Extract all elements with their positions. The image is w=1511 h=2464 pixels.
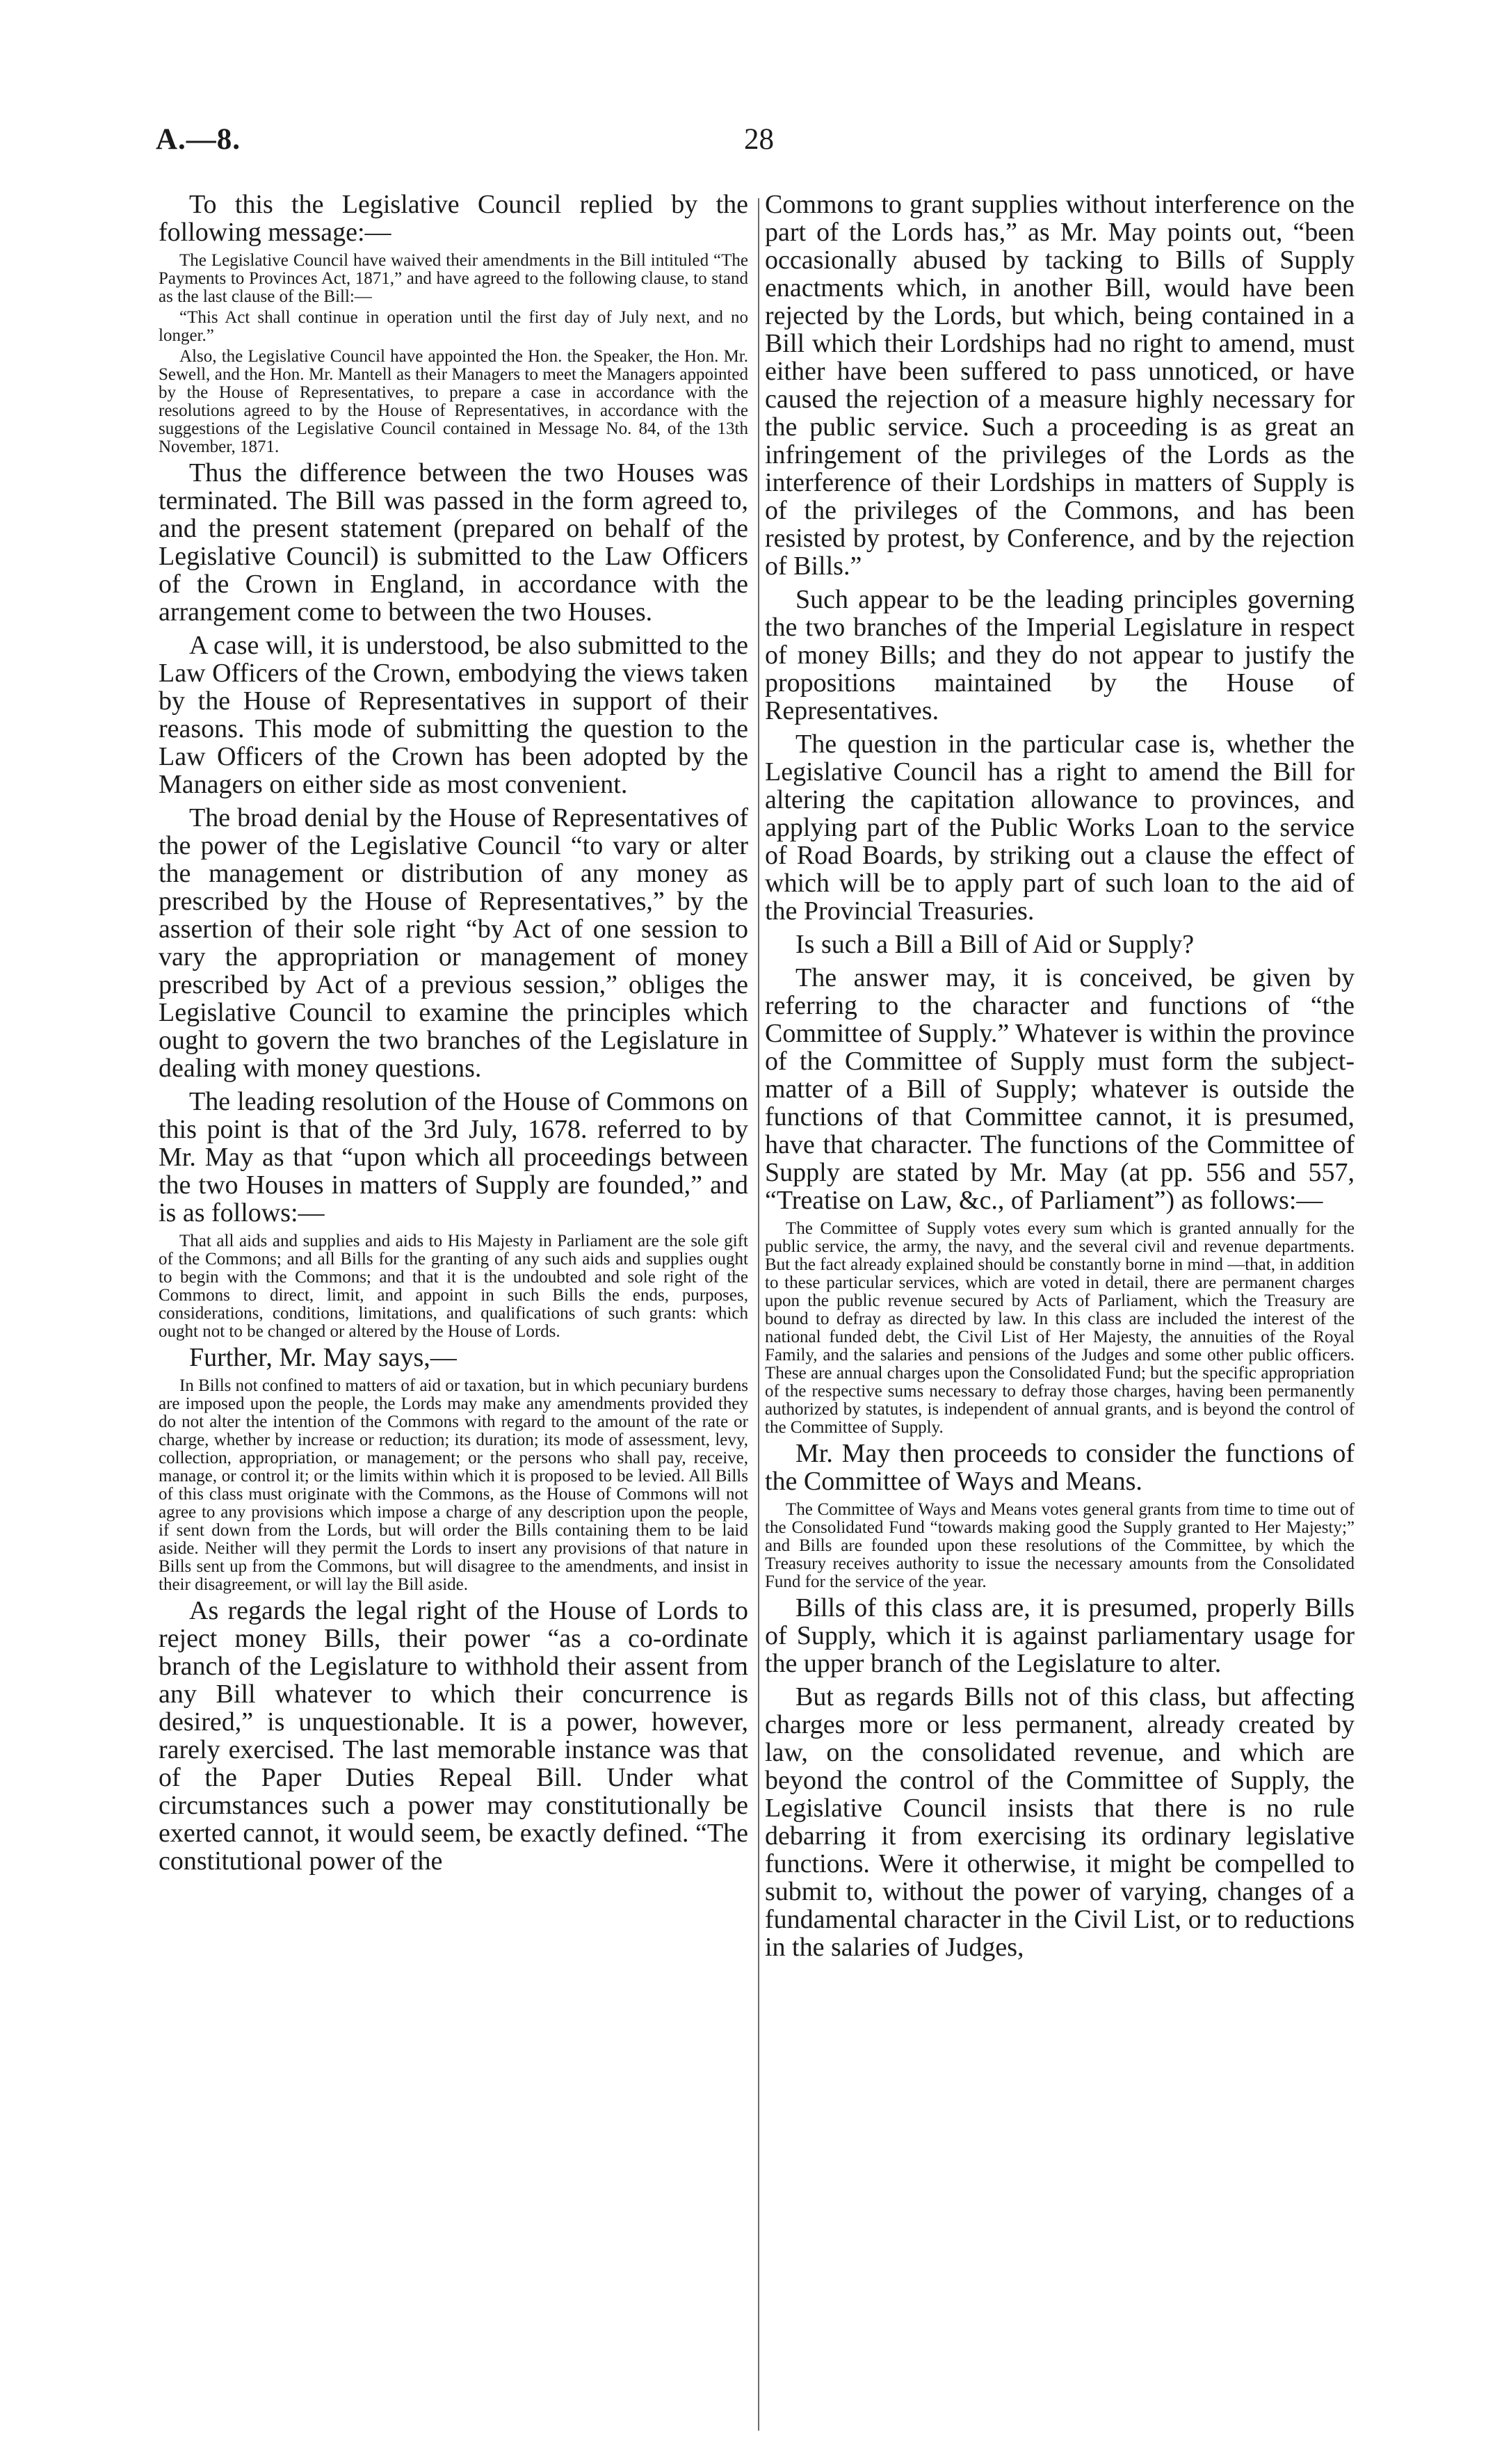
paragraph: Is such a Bill a Bill of Aid or Supply? (795, 930, 1195, 959)
paragraph: The question in the particular case is, whether the Legislative Council has a right to amend the Bill for altering the capitation allowance to provinces, and applying part of the Public Works Loan to the service of Road Boards, by striking out a clause the effect of which will be to apply part of such loan to the aid of the Provincial Treasuries. (765, 730, 1355, 926)
paragraph: A case will, it is understood, be also submitted to the Law Officers of the Crown, embodying the views taken by the House of Representatives in support of their reasons. This mode of submitting the question to the Law Officers of the Crown has been adopted by the Managers on either side as most convenient. (159, 631, 748, 799)
paragraph: The answer may, it is conceived, be given by referring to the character and functions of “the Committee of Supply.” Whatever is within the province of the Committee of Supply must form the subject-matter of a Bill of Supply; whatever is outside the functions of that Committee cannot, it is presumed, have that character. The functions of the Committee of Supply are stated by Mr. May (at pp. 556 and 557, “Treatise on Law, &c., of Parliament”) as follows:— (765, 963, 1355, 1215)
document-reference: A.—8. (156, 123, 241, 156)
right-column (765, 191, 1355, 2423)
paragraph: To this the Legislative Council replied by the following message:— (159, 191, 748, 247)
page-number: 28 (744, 123, 774, 156)
quoted-block: The Committee of Supply votes every sum which is granted annually for the public service, the army, the navy, and the several civil and revenue departments. But the fact already explained should be constantly borne in mind —that, in addition to these particular services, which are voted in detail, there are permanent charges upon the public revenue secured by Acts of Parliament, which the Treasury are bound to defray as directed by law. In this class are included the interest of the national funded debt, the Civil List of Her Majesty, the annuities of the Royal Family, and the salaries and pensions of the Judges and some other public officers. These are annual charges upon the Consolidated Fund; but the specific appropriation of the respective sums necessary to defray those charges, having been permanently authorized by statutes, is independent of annual grants, and is beyond the control of the Committee of Supply. (765, 1219, 1355, 1437)
paragraph: Mr. May then proceeds to consider the functions of the Committee of Ways and Means. (765, 1439, 1355, 1496)
paragraph: But as regards Bills not of this class, but affecting charges more or less permanent, already created by law, on the consolidated revenue, and which are beyond the control of the Committee of Supply, the Legislative Council insists that there is no rule debarring it from exercising its ordinary legislative functions. Were it otherwise, it might be compelled to submit to, without the power of varying, changes of a fundamental character in the Civil List, or to reductions in the salaries of Judges, (765, 1682, 1355, 1962)
paragraph: Thus the difference between the two Houses was terminated. The Bill was passed in the form agreed to, and the present statement (prepared on behalf of the Legislative Council) is submitted to the Law Officers of the Crown in England, in accordance with the arrangement come to between the two Houses. (159, 458, 748, 627)
paragraph: Such appear to be the leading principles governing the two branches of the Imperial Legislature in respect of money Bills; and they do not appear to justify the propositions maintained by the House of Representatives. (765, 585, 1355, 725)
paragraph: Further, Mr. May says,— (189, 1343, 457, 1372)
paragraph: As regards the legal right of the House of Lords to reject money Bills, their power “as a co-ordinate branch of the Legislature to withhold their assent from any Bill whatever to which their concurrence is desired,” is unquestionable. It is a power, however, rarely exercised. The last memorable instance was that of the Paper Duties Repeal Bill. Under what circumstances such a power may constitutionally be exerted cannot, it would seem, be exactly defined. “The constitutional power of the (159, 1596, 748, 1876)
quoted-block: Also, the Legislative Council have appointed the Hon. the Speaker, the Hon. Mr. Sewell, and the Hon. Mr. Mantell as their Managers to meet the Managers appointed by the House of Representatives, to prepare a case in accordance with the resolutions agreed to by the House of Representatives, in accordance with the suggestions of the Legislative Council contained in Message No. 84, of the 13th November, 1871. (159, 347, 748, 456)
paragraph: The leading resolution of the House of Commons on this point is that of the 3rd July, 1678. referred to by Mr. May as that “upon which all proceedings between the two Houses in matters of Supply are founded,” and is as follows:— (159, 1087, 748, 1227)
paragraph: The broad denial by the House of Representatives of the power of the Legislative Council “to vary or alter the management or distribution of any money as prescribed by the House of Representatives,” by the assertion of their sole right “by Act of one session to vary the appropriation or management of money prescribed by Act of a previous session,” obliges the Legislative Council to examine the principles which ought to govern the two branches of the Legislature in dealing with money questions. (159, 803, 748, 1083)
quoted-block: That all aids and supplies and aids to His Majesty in Parliament are the sole gift of the Commons; and all Bills for the granting of any such aids and supplies ought to begin with the Commons; and that it is the undoubted and sole right of the Commons to direct, limit, and appoint in such Bills the ends, purposes, considerations, conditions, limitations, and qualifications of such grants: which ought not to be changed or altered by the House of Lords. (159, 1232, 748, 1341)
quoted-block: In Bills not confined to matters of aid or taxation, but in which pecuniary burdens are imposed upon the people, the Lords may make any amendments provided they do not alter the intention of the Commons with regard to the amount of the rate or charge, whether by increase or reduction; its duration; its mode of assessment, levy, collection, appropriation, or management; or the persons who shall pay, receive, manage, or control it; or the limits within which it is proposed to be levied. All Bills of this class must originate with the Commons, as the House of Commons will not agree to any provisions which impose a charge of any description upon the people, if sent down from the Lords, but will order the Bills containing them to be laid aside. Neither will they permit the Lords to insert any provisions of that nature in Bills sent up from the Commons, but will disagree to the amendments, and insist in their disagreement, or will lay the Bill aside. (159, 1376, 748, 1594)
paragraph: Commons to grant supplies without interference on the part of the Lords has,” as Mr. May points out, “been occasionally abused by tacking to Bills of Supply enactments which, in another Bill, would have been rejected by the Lords, but which, being contained in a Bill which their Lordships had no right to amend, must either have been suffered to pass unnoticed, or have caused the rejection of a measure highly necessary for the public service. Such a proceeding is as great an infringement of the privileges of the Lords as the interference of their Lordships in matters of Supply is of the privileges of the Commons, and has been resisted by protest, by Conference, and by the rejection of Bills.” (765, 191, 1355, 581)
paragraph: Bills of this class are, it is presumed, properly Bills of Supply, which it is against parliamentary usage for the upper branch of the Legislature to alter. (765, 1593, 1355, 1678)
quoted-block: The Legislative Council have waived their amendments in the Bill intituled “The Payments to Provinces Act, 1871,” and have agreed to the following clause, to stand as the last clause of the Bill:— (159, 251, 748, 306)
quoted-block: “This Act shall continue in operation until the first day of July next, and no longer.” (159, 308, 748, 345)
left-column (159, 191, 748, 2423)
column-divider (758, 198, 759, 2431)
quoted-block: The Committee of Ways and Means votes general grants from time to time out of the Consolidated Fund “towards making good the Supply granted to Her Majesty;” and Bills are founded upon these resolutions of the Committee, by which the Treasury receives authority to issue the necessary amounts from the Consolidated Fund for the service of the year. (765, 1500, 1355, 1591)
